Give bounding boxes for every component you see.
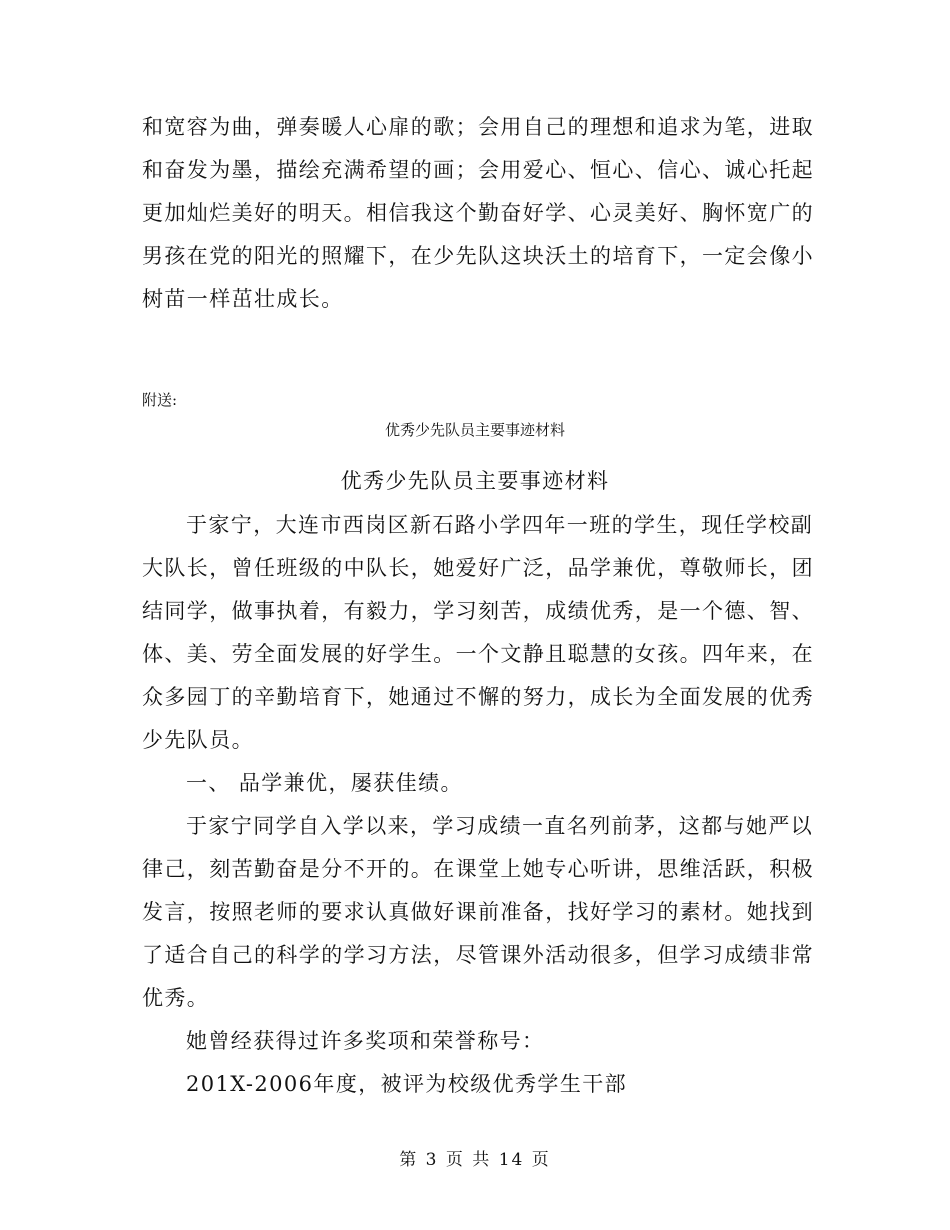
small-title: 优秀少先队员主要事迹材料 [384, 421, 565, 439]
page-footer: 第 3 页 共 14 页 [399, 1150, 551, 1170]
paragraph-line: 少先队员。 [142, 728, 254, 752]
paragraph-line: 树苗一样茁壮成长。 [142, 287, 344, 311]
paragraph-line: 结同学，做事执着，有毅力，学习刻苦，成绩优秀，是一个德、智、 [142, 599, 814, 623]
paragraph-line: 体、美、劳全面发展的好学生。一个文静且聪慧的女孩。四年来，在 [142, 642, 814, 666]
section-heading: 一、 品学兼优，屡获佳绩。 [186, 771, 463, 795]
awards-intro: 她曾经获得过许多奖项和荣誉称号： [186, 1029, 545, 1053]
paragraph-line: 大队长，曾任班级的中队长，她爱好广泛，品学兼优，尊敬师长，团 [142, 556, 814, 580]
paragraph-line: 和宽容为曲，弹奏暖人心扉的歌；会用自己的理想和追求为笔，进取 [142, 115, 814, 139]
paragraph-line: 众多园丁的辛勤培育下，她通过不懈的努力，成长为全面发展的优秀 [142, 685, 814, 709]
main-title: 优秀少先队员主要事迹材料 [340, 469, 610, 493]
paragraph-line: 优秀。 [142, 986, 210, 1010]
paragraph-line: 男孩在党的阳光的照耀下，在少先队这块沃土的培育下，一定会像小 [142, 244, 814, 268]
paragraph-line: 于家宁同学自入学以来，学习成绩一直名列前茅，这都与她严以 [186, 814, 814, 838]
attachment-label: 附送: [142, 391, 178, 409]
paragraph-line: 发言，按照老师的要求认真做好课前准备，找好学习的素材。她找到 [142, 900, 814, 924]
paragraph-line: 了适合自己的科学的学习方法，尽管课外活动很多，但学习成绩非常 [142, 943, 814, 967]
paragraph-line: 律己，刻苦勤奋是分不开的。在课堂上她专心听讲，思维活跃，积极 [142, 857, 814, 881]
paragraph-line: 于家宁，大连市西岗区新石路小学四年一班的学生，现任学校副 [186, 513, 814, 537]
award-item: 201X-2006年度，被评为校级优秀学生干部 [186, 1072, 628, 1096]
paragraph-line: 更加灿烂美好的明天。相信我这个勤奋好学、心灵美好、胸怀宽广的 [142, 201, 814, 225]
paragraph-line: 和奋发为墨，描绘充满希望的画；会用爱心、恒心、信心、诚心托起 [142, 158, 814, 182]
